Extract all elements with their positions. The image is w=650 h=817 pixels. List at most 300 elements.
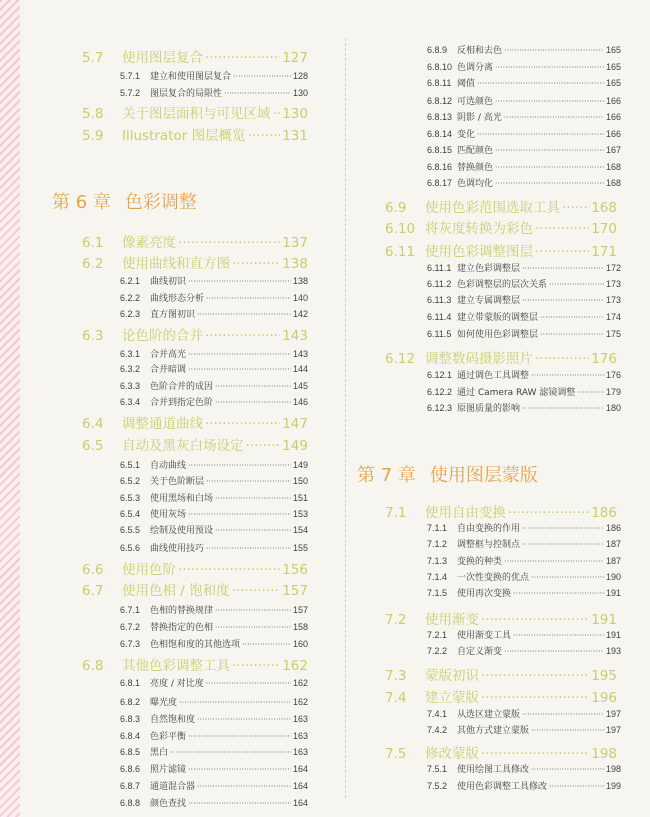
entry-title: 变化: [457, 130, 476, 140]
page-number: 168: [591, 200, 617, 216]
dot-leader: [188, 461, 291, 470]
dot-leader: [504, 647, 604, 656]
entry-number: 6.12: [385, 351, 416, 367]
dot-leader: [206, 294, 291, 303]
dot-leader: [513, 589, 604, 598]
entry-number: 6.3.4: [120, 397, 141, 407]
entry-number: 6.11.2: [427, 279, 452, 289]
dot-leader: [215, 398, 291, 407]
page-number: 199: [605, 781, 621, 791]
page-number: 165: [605, 62, 621, 72]
page-number: 187: [605, 556, 621, 566]
page-number: 191: [605, 630, 621, 640]
dot-leader: [540, 330, 604, 339]
page-number: 171: [591, 244, 617, 260]
entry-number: 6.8.8: [120, 798, 141, 808]
page-number: 166: [605, 129, 621, 139]
entry-number: 6.11.5: [427, 329, 452, 339]
page-number: 151: [292, 493, 308, 503]
toc-section-entry[interactable]: [385, 347, 617, 367]
page-number: 176: [605, 370, 621, 380]
toc-subsection-entry[interactable]: [427, 110, 621, 123]
toc-subsection-entry[interactable]: [427, 60, 621, 73]
entry-title: 色彩调整层的层次关系: [457, 280, 548, 290]
toc-subsection-entry[interactable]: [427, 570, 621, 583]
entry-number: 6.12.1: [427, 370, 453, 380]
page-number: 193: [605, 646, 621, 656]
toc-subsection-entry[interactable]: [427, 628, 621, 641]
entry-number: 6.11.1: [427, 263, 452, 273]
toc-section-entry[interactable]: [82, 231, 308, 251]
toc-section-entry[interactable]: [82, 324, 308, 344]
toc-subsection-entry[interactable]: [120, 620, 308, 633]
dot-leader: [481, 612, 589, 628]
dot-leader: [188, 765, 291, 774]
entry-title: 直方图初识: [150, 310, 196, 320]
page-number: 163: [292, 747, 308, 757]
dot-leader: [535, 244, 589, 260]
toc-section-entry[interactable]: [385, 501, 617, 521]
toc-section-entry[interactable]: [385, 742, 617, 762]
page-number: 138: [292, 276, 308, 286]
toc-subsection-entry[interactable]: [120, 362, 308, 375]
entry-title: 黑白: [150, 748, 169, 758]
entry-title: 自动及黑灰白场设定: [122, 438, 244, 454]
dot-leader: [170, 748, 291, 757]
toc-subsection-entry[interactable]: [427, 310, 621, 323]
dot-leader: [242, 640, 291, 649]
entry-title: 自然饱和度: [150, 715, 196, 725]
toc-section-entry[interactable]: [82, 102, 308, 122]
entry-title: 建立和使用图层复合: [150, 72, 232, 82]
entry-title: 使用色彩范围选取工具: [425, 200, 560, 216]
entry-title: 亮度 / 对比度: [150, 679, 204, 689]
page-number: 144: [292, 364, 308, 374]
page-number: 164: [292, 764, 308, 774]
toc-subsection-entry[interactable]: [427, 143, 621, 156]
toc-subsection-entry[interactable]: [120, 779, 308, 792]
entry-title: 反相和去色: [457, 46, 503, 56]
page-number: 198: [605, 764, 621, 774]
toc-subsection-entry[interactable]: [120, 69, 308, 82]
entry-title: 原图质量的影响: [457, 404, 521, 414]
toc-section-entry[interactable]: [82, 412, 308, 432]
toc-subsection-entry[interactable]: [427, 76, 621, 89]
page-number: 142: [292, 309, 308, 319]
entry-number: 6.5.3: [120, 493, 141, 503]
entry-title: 使用灰场: [150, 510, 187, 520]
toc-subsection-entry[interactable]: [427, 261, 621, 274]
page-number: 138: [282, 256, 308, 272]
toc-section-entry[interactable]: [82, 46, 308, 66]
page-number: 197: [605, 709, 621, 719]
entry-number: 5.7.1: [120, 71, 141, 81]
entry-number: 6.8.16: [427, 162, 453, 172]
toc-subsection-entry[interactable]: [427, 644, 621, 657]
entry-title: 曲线使用技巧: [150, 544, 205, 554]
toc-subsection-entry[interactable]: [120, 86, 308, 99]
toc-subsection-entry[interactable]: [120, 379, 308, 392]
toc-subsection-entry[interactable]: [120, 637, 308, 650]
toc-section-entry[interactable]: [385, 196, 617, 216]
entry-title: 通道混合器: [150, 782, 196, 792]
entry-number: 6.9: [385, 200, 407, 216]
page-number: 157: [282, 583, 308, 599]
dot-leader: [531, 726, 604, 735]
toc-subsection-entry[interactable]: [427, 707, 621, 720]
dot-leader: [188, 365, 291, 374]
dot-leader: [206, 679, 291, 688]
page-number: 186: [605, 523, 621, 533]
entry-number: 7.1.1: [427, 523, 448, 533]
entry-title: 曲线形态分析: [150, 294, 205, 304]
toc-subsection-entry[interactable]: [120, 474, 308, 487]
page-number: 162: [292, 697, 308, 707]
toc-subsection-entry[interactable]: [427, 368, 621, 381]
toc-subsection-entry[interactable]: [427, 127, 621, 140]
entry-number: 6.11.3: [427, 295, 452, 305]
toc-subsection-entry[interactable]: [120, 307, 308, 320]
entry-number: 6.11.4: [427, 312, 452, 322]
entry-title: 使用色阶: [122, 562, 176, 578]
entry-number: 6.8.15: [427, 145, 453, 155]
toc-section-entry[interactable]: [385, 686, 617, 706]
toc-section-entry[interactable]: [82, 124, 308, 144]
toc-section-entry[interactable]: [82, 579, 308, 599]
toc-section-entry[interactable]: [82, 558, 308, 578]
entry-title: 使用曲线和直方图: [122, 256, 230, 272]
toc-section-entry[interactable]: [82, 252, 308, 272]
page-number: 173: [605, 279, 621, 289]
dot-leader: [495, 63, 604, 72]
page-number: 170: [591, 221, 617, 237]
entry-title: 自由变换的作用: [457, 524, 521, 534]
toc-subsection-entry[interactable]: [427, 277, 621, 290]
dot-leader: [205, 416, 280, 432]
dot-leader: [215, 526, 291, 535]
column-divider: [345, 38, 346, 798]
entry-number: 7.4.2: [427, 725, 448, 735]
dot-leader: [577, 388, 604, 397]
toc-section-entry[interactable]: [385, 664, 617, 684]
entry-title: 建立带蒙版的调整层: [457, 313, 539, 323]
toc-subsection-entry[interactable]: [120, 458, 308, 471]
entry-number: 7.2.1: [427, 630, 448, 640]
toc-subsection-entry[interactable]: [427, 176, 621, 189]
entry-number: 6.8.12: [427, 96, 453, 106]
dot-leader: [215, 494, 291, 503]
page-number: 130: [282, 106, 308, 122]
page-number: 176: [591, 351, 617, 367]
entry-number: 6.8.11: [427, 78, 452, 88]
toc-subsection-entry[interactable]: [120, 541, 308, 554]
toc-subsection-entry[interactable]: [120, 676, 308, 689]
page-number: 145: [292, 381, 308, 391]
dot-leader: [522, 296, 604, 305]
page-number: 137: [282, 235, 308, 251]
page-number: 174: [605, 312, 621, 322]
entry-title: 色调均化: [457, 179, 494, 189]
page-number: 149: [282, 438, 308, 454]
entry-title: 变换的种类: [457, 557, 503, 567]
entry-number: 7.1.4: [427, 572, 448, 582]
dot-leader: [197, 782, 291, 791]
toc-section-entry[interactable]: [385, 608, 617, 628]
entry-number: 7.2: [385, 612, 407, 628]
entry-title: 蒙版初识: [425, 668, 479, 684]
entry-title: 阴影 / 高光: [457, 113, 502, 123]
page-number: 186: [591, 505, 617, 521]
chapter-title: 使用图层蒙版: [429, 465, 538, 486]
entry-title: 绘制及使用预设: [150, 526, 214, 536]
entry-title: 使用图层复合: [122, 50, 203, 66]
dot-leader: [248, 128, 281, 144]
page-number: 140: [292, 293, 308, 303]
chapter-number: 第 6 章: [52, 192, 111, 213]
dot-leader: [522, 524, 604, 533]
dot-leader: [232, 658, 280, 674]
page-number: 163: [292, 714, 308, 724]
entry-title: 自定义渐变: [457, 647, 503, 657]
page-number: 191: [605, 588, 621, 598]
dot-leader: [504, 113, 604, 122]
entry-title: 像素亮度: [122, 235, 176, 251]
entry-title: 替换指定的色相: [150, 623, 214, 633]
page-number: 168: [605, 162, 621, 172]
toc-section-entry[interactable]: [385, 217, 617, 237]
page-number: 173: [605, 295, 621, 305]
page-number: 166: [605, 112, 621, 122]
entry-title: 曝光度: [150, 698, 178, 708]
entry-number: 6.2.3: [120, 309, 141, 319]
entry-title: 调整框与控制点: [457, 540, 521, 550]
page-number: 166: [605, 96, 621, 106]
toc-subsection-entry[interactable]: [120, 729, 308, 742]
toc-subsection-entry[interactable]: [120, 523, 308, 536]
toc-subsection-entry[interactable]: [427, 293, 621, 306]
entry-number: 6.3.1: [120, 349, 141, 359]
dot-leader: [179, 698, 291, 707]
dot-leader: [188, 799, 291, 808]
dot-leader: [481, 668, 589, 684]
decorative-stripe: [0, 0, 20, 817]
page-number: 198: [591, 746, 617, 762]
toc-subsection-entry[interactable]: [427, 586, 621, 599]
dot-leader: [495, 97, 604, 106]
dot-leader: [495, 179, 604, 188]
entry-title: 使用色相 / 饱和度: [122, 583, 230, 599]
entry-number: 7.2.2: [427, 646, 448, 656]
entry-title: 使用再次变换: [457, 589, 512, 599]
entry-number: 6.8.5: [120, 747, 141, 757]
dot-leader: [495, 163, 604, 172]
dot-leader: [481, 690, 589, 706]
entry-title: 如何使用色彩调整层: [457, 330, 539, 340]
entry-title: 其他色彩调整工具: [122, 658, 230, 674]
dot-leader: [481, 746, 589, 762]
entry-number: 6.4: [82, 416, 104, 432]
toc-subsection-entry[interactable]: [120, 796, 308, 809]
entry-title: 色调分离: [457, 63, 494, 73]
toc-subsection-entry[interactable]: [120, 507, 308, 520]
entry-number: 6.7.2: [120, 622, 141, 632]
dot-leader: [188, 350, 291, 359]
page-number: 191: [591, 612, 617, 628]
page-number: 143: [282, 328, 308, 344]
entry-number: 6.8.17: [427, 178, 453, 188]
dot-leader: [531, 371, 604, 380]
dot-leader: [513, 631, 604, 640]
entry-number: 6.8.3: [120, 714, 141, 724]
page-number: 147: [282, 416, 308, 432]
toc-subsection-entry[interactable]: [120, 695, 308, 708]
toc-subsection-entry[interactable]: [427, 327, 621, 340]
page-number: 143: [292, 349, 308, 359]
entry-number: 6.3.3: [120, 381, 141, 391]
entry-number: 6.3.2: [120, 364, 141, 374]
toc-subsection-entry[interactable]: [120, 395, 308, 408]
dot-leader: [178, 562, 280, 578]
entry-number: 6.12.3: [427, 403, 453, 413]
page-number: 163: [292, 731, 308, 741]
page-number: 158: [292, 622, 308, 632]
toc-subsection-entry[interactable]: [120, 745, 308, 758]
dot-leader: [508, 505, 589, 521]
entry-number: 5.8: [82, 106, 104, 122]
toc-subsection-entry[interactable]: [120, 762, 308, 775]
entry-title: 图层复合的局限性: [150, 89, 223, 99]
toc-section-entry[interactable]: [385, 240, 617, 260]
entry-title: 颜色查找: [150, 799, 187, 809]
page-number: 179: [605, 387, 621, 397]
toc-subsection-entry[interactable]: [427, 94, 621, 107]
entry-number: 6.5.5: [120, 525, 141, 535]
dot-leader: [535, 351, 589, 367]
entry-number: 7.4.1: [427, 709, 448, 719]
entry-title: 通过调色工具调整: [457, 371, 530, 381]
page-number: 197: [605, 725, 621, 735]
chapter-heading: [52, 188, 197, 214]
entry-number: 6.11: [385, 244, 416, 260]
dot-leader: [188, 510, 291, 519]
entry-number: 6.5.2: [120, 476, 141, 486]
page-number: 146: [292, 397, 308, 407]
dot-leader: [504, 557, 604, 566]
entry-title: 照片滤镜: [150, 765, 187, 775]
entry-title: 合并到指定色阶: [150, 398, 214, 408]
page-number: 175: [605, 329, 621, 339]
toc-subsection-entry[interactable]: [120, 712, 308, 725]
page-number: 164: [292, 798, 308, 808]
dot-leader: [178, 235, 280, 251]
entry-title: 使用渐变工具: [457, 631, 512, 641]
dot-leader: [206, 544, 291, 553]
dot-leader: [232, 583, 281, 599]
toc-subsection-entry[interactable]: [120, 347, 308, 360]
dot-leader: [233, 72, 291, 81]
page-number: 154: [292, 525, 308, 535]
toc-subsection-entry[interactable]: [427, 43, 621, 56]
toc-subsection-entry[interactable]: [120, 491, 308, 504]
entry-title: 通过 Camera RAW 滤镜调整: [457, 388, 576, 398]
toc-subsection-entry[interactable]: [427, 401, 621, 414]
dot-leader: [188, 277, 291, 286]
entry-title: 阈值: [457, 79, 476, 89]
entry-number: 7.1.3: [427, 556, 448, 566]
entry-number: 6.8.6: [120, 764, 141, 774]
entry-title: 修改蒙版: [425, 746, 479, 762]
entry-number: 6.7: [82, 583, 104, 599]
entry-title: 色相的替换规律: [150, 606, 214, 616]
entry-number: 7.4: [385, 690, 407, 706]
toc-subsection-entry[interactable]: [427, 537, 621, 550]
entry-number: 6.1: [82, 235, 104, 251]
dot-leader: [522, 710, 604, 719]
page-number: 160: [292, 639, 308, 649]
dot-leader: [224, 89, 291, 98]
page-number: 128: [292, 71, 308, 81]
page-number: 165: [605, 78, 621, 88]
dot-leader: [540, 313, 604, 322]
entry-title: 使用黑场和白场: [150, 494, 214, 504]
toc-subsection-entry[interactable]: [427, 554, 621, 567]
entry-number: 5.7.2: [120, 88, 141, 98]
page-number: 153: [292, 509, 308, 519]
toc-subsection-entry[interactable]: [427, 723, 621, 736]
entry-title: 合并高光: [150, 350, 187, 360]
dot-leader: [549, 782, 604, 791]
dot-leader: [205, 50, 280, 66]
dot-leader: [531, 765, 604, 774]
entry-title: 替换颜色: [457, 163, 494, 173]
dot-leader: [205, 328, 280, 344]
toc-subsection-entry[interactable]: [427, 385, 621, 398]
toc-section-entry[interactable]: [82, 434, 308, 454]
toc-subsection-entry[interactable]: [120, 603, 308, 616]
entry-title: 使用渐变: [425, 612, 479, 628]
entry-title: 建立专属调整层: [457, 296, 521, 306]
entry-title: 使用自由变换: [425, 505, 506, 521]
dot-leader: [522, 540, 604, 549]
entry-number: 6.8: [82, 658, 104, 674]
dot-leader: [504, 46, 604, 55]
page-number: 180: [605, 403, 621, 413]
page-number: 157: [292, 605, 308, 615]
entry-number: 7.3: [385, 668, 407, 684]
entry-number: 6.5.4: [120, 509, 141, 519]
entry-title: 调整数码摄影照片: [425, 351, 533, 367]
toc-subsection-entry[interactable]: [427, 160, 621, 173]
page-number: 150: [292, 476, 308, 486]
entry-title: 关于色阶断层: [150, 477, 205, 487]
entry-number: 5.9: [82, 128, 104, 144]
entry-title: 使用色彩调整工具修改: [457, 782, 548, 792]
toc-section-entry[interactable]: [82, 654, 308, 674]
entry-number: 6.10: [385, 221, 416, 237]
toc-subsection-entry[interactable]: [120, 274, 308, 287]
toc-subsection-entry[interactable]: [427, 521, 621, 534]
page-number: 127: [282, 50, 308, 66]
toc-subsection-entry[interactable]: [427, 779, 621, 792]
dot-leader: [215, 606, 291, 615]
toc-subsection-entry[interactable]: [120, 291, 308, 304]
toc-subsection-entry[interactable]: [427, 762, 621, 775]
entry-number: 6.7.3: [120, 639, 141, 649]
entry-number: 6.8.1: [120, 678, 141, 688]
entry-title: 建立蒙版: [425, 690, 479, 706]
dot-leader: [522, 404, 604, 413]
dot-leader: [188, 732, 291, 741]
